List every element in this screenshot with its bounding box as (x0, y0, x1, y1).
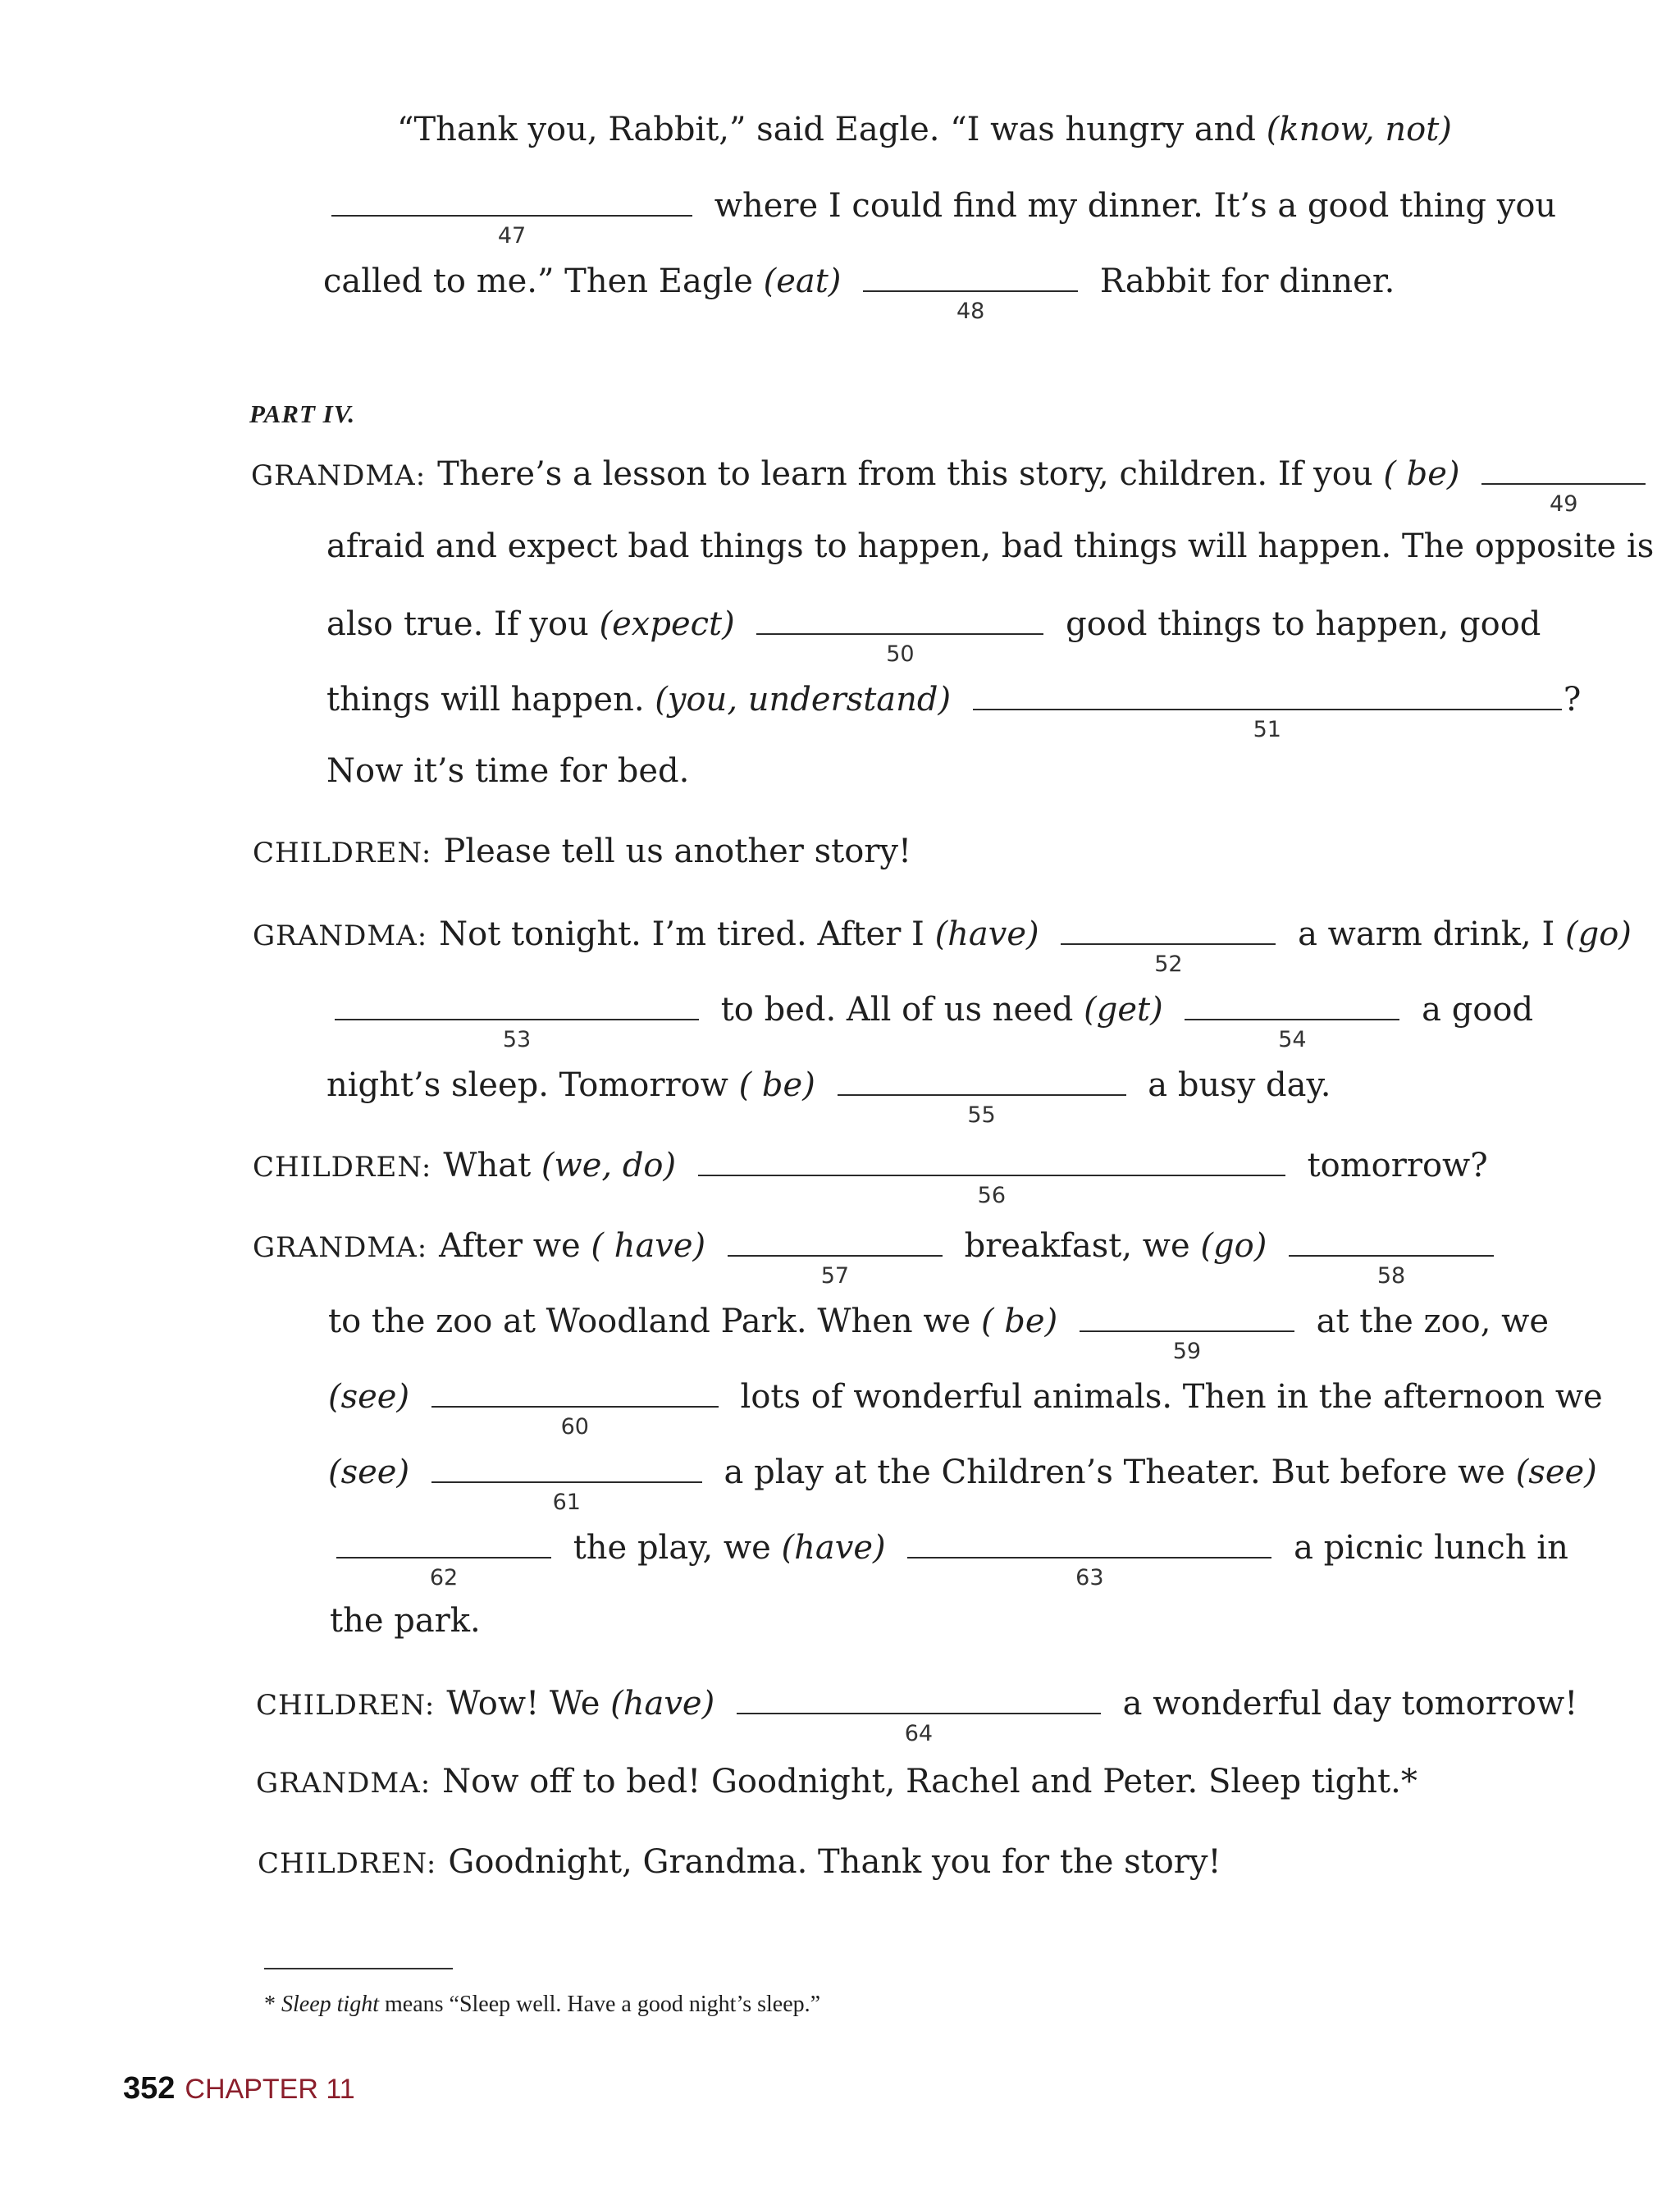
verb-cue: (you, understand) (655, 681, 952, 719)
verb-cue: ( be) (1383, 455, 1460, 493)
answer-blank[interactable] (1289, 1227, 1494, 1289)
blank-number: 54 (1278, 1027, 1307, 1052)
blank-number: 63 (1075, 1565, 1104, 1590)
blank-number: 53 (502, 1027, 532, 1052)
speaker-label: GRANDMA: (253, 1231, 428, 1264)
speaker-label: CHILDREN: (256, 1689, 436, 1722)
speaker-label: CHILDREN: (253, 1151, 432, 1184)
blank-number: 50 (886, 641, 915, 667)
verb-cue: (see) (328, 1454, 410, 1491)
dialogue-line: GRANDMA: Not tonight. I’m tired. After I (have) 52 a warm drink, I (go) (253, 915, 1632, 977)
speaker-label: CHILDREN: (258, 1847, 437, 1880)
speaker-label: GRANDMA: (256, 1767, 431, 1800)
verb-cue: (expect) (599, 605, 735, 643)
answer-blank[interactable] (728, 1227, 943, 1289)
blank-number: 55 (967, 1102, 996, 1128)
dialogue-line: GRANDMA: There’s a lesson to learn from this story, children. If you ( be) 49 (251, 455, 1657, 491)
dialogue-line: GRANDMA: Now off to bed! Goodnight, Rachel and Peter. Sleep tight.* (256, 1763, 1418, 1800)
answer-blank[interactable] (863, 262, 1078, 324)
answer-blank[interactable] (1481, 455, 1646, 517)
answer-blank[interactable] (331, 187, 692, 249)
verb-cue: (have) (934, 915, 1039, 953)
dialogue-line: CHILDREN: Please tell us another story! (253, 833, 912, 870)
blank-number: 49 (1550, 491, 1578, 517)
blank-number: 52 (1154, 952, 1183, 977)
footnote-text: means “Sleep well. Have a good night’s sleep.” (384, 1992, 821, 2017)
verb-cue: (eat) (763, 262, 842, 300)
speaker-label: GRANDMA: (253, 920, 428, 952)
answer-blank[interactable] (336, 1529, 551, 1590)
verb-cue: (know, not) (1266, 111, 1452, 148)
footnote (264, 1992, 820, 2018)
answer-blank[interactable] (907, 1529, 1271, 1590)
speaker-label: CHILDREN: (253, 837, 432, 869)
footnote-divider (264, 1968, 453, 1969)
dialogue-line: also true. If you (expect) 50 good things to happen, good (326, 605, 1541, 667)
blank-number: 47 (497, 223, 527, 249)
verb-cue: ( be) (738, 1066, 815, 1104)
dialogue-line: the park. (330, 1602, 481, 1640)
verb-cue: (have) (781, 1529, 886, 1567)
answer-blank[interactable] (838, 1066, 1126, 1128)
verb-cue: (go) (1564, 915, 1632, 953)
blank-number: 59 (1172, 1339, 1202, 1364)
blank-number: 57 (820, 1263, 850, 1289)
blank-number: 60 (560, 1414, 589, 1440)
dialogue-line: (see) 60 lots of wonderful animals. Then in the afternoon we (328, 1378, 1603, 1440)
verb-cue: (have) (610, 1685, 715, 1723)
dialogue-line: afraid and expect bad things to happen, bad things will happen. The opposite is (326, 527, 1655, 565)
part-heading: PART IV. (249, 399, 356, 428)
blank-number: 64 (904, 1721, 934, 1746)
verb-cue: (go) (1200, 1227, 1267, 1265)
answer-blank[interactable] (756, 605, 1043, 667)
story-line: called to me.” Then Eagle (eat) 48 Rabbit for dinner. (323, 262, 1395, 324)
blank-number: 62 (429, 1565, 459, 1590)
blank-number: 61 (552, 1490, 581, 1515)
verb-cue: (we, do) (541, 1147, 677, 1184)
blank-number: 51 (1253, 717, 1281, 742)
dialogue-line: things will happen. (you, understand) 51 ? (326, 681, 1582, 742)
verb-cue: ( be) (980, 1303, 1058, 1340)
verb-cue: ( have) (591, 1227, 706, 1265)
verb-cue: (see) (328, 1378, 410, 1416)
page-footer (123, 2071, 355, 2106)
blank-number: 58 (1376, 1263, 1406, 1289)
dialogue-line: Now it’s time for bed. (326, 752, 690, 790)
answer-blank[interactable] (431, 1454, 702, 1515)
dialogue-line: GRANDMA: After we ( have) 57 breakfast, we (go) 58 (253, 1227, 1505, 1262)
answer-blank[interactable] (698, 1147, 1285, 1208)
verb-cue: (get) (1084, 991, 1163, 1029)
speaker-label: GRANDMA: (251, 459, 427, 492)
verb-cue: (see) (1515, 1454, 1597, 1491)
dialogue-line: (see) 61 a play at the Children’s Theater. But before we (see) (328, 1454, 1597, 1515)
answer-blank[interactable] (737, 1685, 1101, 1746)
dialogue-line: CHILDREN: Wow! We (have) 64 a wonderful day tomorrow! (256, 1685, 1578, 1746)
story-line: “Thank you, Rabbit,” said Eagle. “I was hungry and (know, not) (397, 111, 1452, 148)
dialogue-line: 62 the play, we (have) 63 a picnic lunch in (325, 1529, 1568, 1564)
dialogue-line: night’s sleep. Tomorrow ( be) 55 a busy day. (326, 1066, 1331, 1128)
blank-number: 56 (977, 1183, 1007, 1208)
answer-blank[interactable] (1080, 1303, 1294, 1364)
answer-blank[interactable] (973, 681, 1562, 742)
answer-blank[interactable] (431, 1378, 719, 1440)
dialogue-line: CHILDREN: What (we, do) 56 tomorrow? (253, 1147, 1488, 1208)
footnote-term: Sleep tight (281, 1992, 379, 2017)
page-number: 352 (123, 2071, 176, 2106)
answer-blank[interactable] (1061, 915, 1276, 977)
dialogue-line: to the zoo at Woodland Park. When we ( be) 59 at the zoo, we (328, 1303, 1550, 1364)
chapter-label: CHAPTER 11 (185, 2074, 355, 2105)
story-line: 47 where I could find my dinner. It’s a good thing you (320, 187, 1556, 222)
dialogue-line: 53 to bed. All of us need (get) 54 a good (323, 991, 1533, 1026)
footnote-marker: * (264, 1992, 276, 2017)
blank-number: 48 (956, 299, 985, 324)
answer-blank[interactable] (335, 991, 699, 1052)
dialogue-line: CHILDREN: Goodnight, Grandma. Thank you for the story! (258, 1843, 1221, 1881)
answer-blank[interactable] (1185, 991, 1399, 1052)
